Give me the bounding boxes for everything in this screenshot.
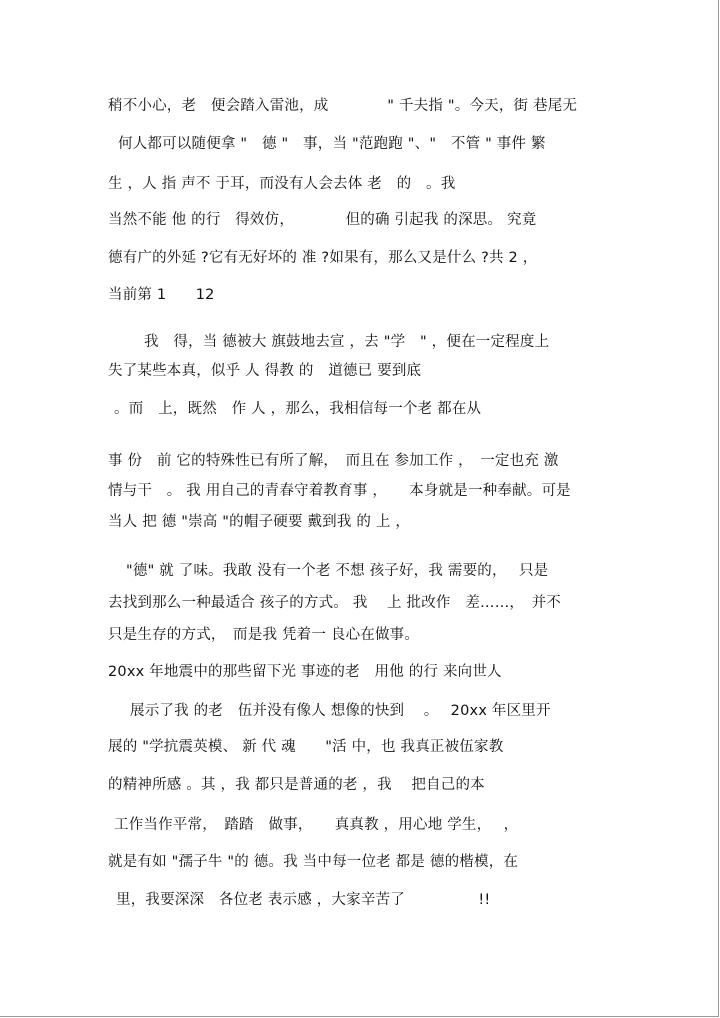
text-line: 当前第 1 12 — [108, 287, 215, 303]
text-line: 失了某些本真，似乎 人 得教 的 道德已 要到底 — [108, 363, 422, 379]
text-line: 里，我要深深 各位老 表示感 ，大家辛苦了 !! — [116, 892, 491, 908]
text-line: 我 得，当 德被大 旗鼓地去宣 ，去 "学 " ，便在一定程度上 — [144, 334, 550, 350]
text-line: 展的 "学抗震英模、 新 代 魂 "活 中，也 我真正被伍家教 — [108, 739, 504, 755]
text-line: 事 份 前 它的特殊性已有所了解， 而且在 参加工作 ， 一定也充 激 — [108, 453, 559, 469]
text-line: 20xx 年地震中的那些留下光 事迹的老 用他 的行 来向世人 — [108, 664, 502, 680]
text-line: 就是有如 "孺子牛 "的 德。我 当中每一位老 都是 德的楷模，在 — [108, 854, 519, 870]
text-line: "德" 就 了味。我敢 没有一个老 不想 孩子好，我 需要的， 只是 — [126, 563, 549, 579]
text-line: 当然不能 他 的行 得效仿， 但的确 引起我 的深思。 究竟 — [108, 212, 537, 228]
text-line: 去找到那么一种最适合 孩子的方式。 我 上 批改作 差……， 并不 — [108, 595, 561, 611]
text-line: 生 ，人 指 声不 于耳，而没有人会去体 老 的 。我 — [108, 176, 456, 192]
text-line: 。而 上，既然 作 人 ，那么，我相信每一个老 都在从 — [114, 401, 482, 417]
text-line: 的精神所感 。其 ，我 都只是普通的老 ，我 把自己的本 — [108, 777, 485, 793]
text-line: 何人都可以随便拿 " 德 " 事，当 "范跑跑 "、" 不管 " 事件 繁 — [118, 136, 546, 152]
text-line: 展示了我 的老 伍并没有像人 想像的快到 。 20xx 年区里开 — [130, 703, 551, 719]
text-line: 当人 把 德 "崇高 "的帽子硬要 戴到我 的 上 ， — [108, 514, 411, 530]
text-line: 德有广的外延 ?它有无好坏的 准 ?如果有，那么又是什么 ?共 2 ， — [108, 250, 538, 266]
text-line: 只是生存的方式， 而是我 凭着一 良心在做事。 — [108, 627, 420, 643]
text-line: 工作当作平常， 踏踏 做事， 真真教 ，用心地 学生， ， — [114, 817, 519, 833]
text-line: 稍不小心，老 便会踏入雷池，成 " 千夫指 "。今天，街 巷尾无 — [108, 98, 578, 114]
text-line: 情与干 。 我 用自己的青春守着教育事 ， 本身就是一种奉献。可是 — [108, 483, 571, 499]
